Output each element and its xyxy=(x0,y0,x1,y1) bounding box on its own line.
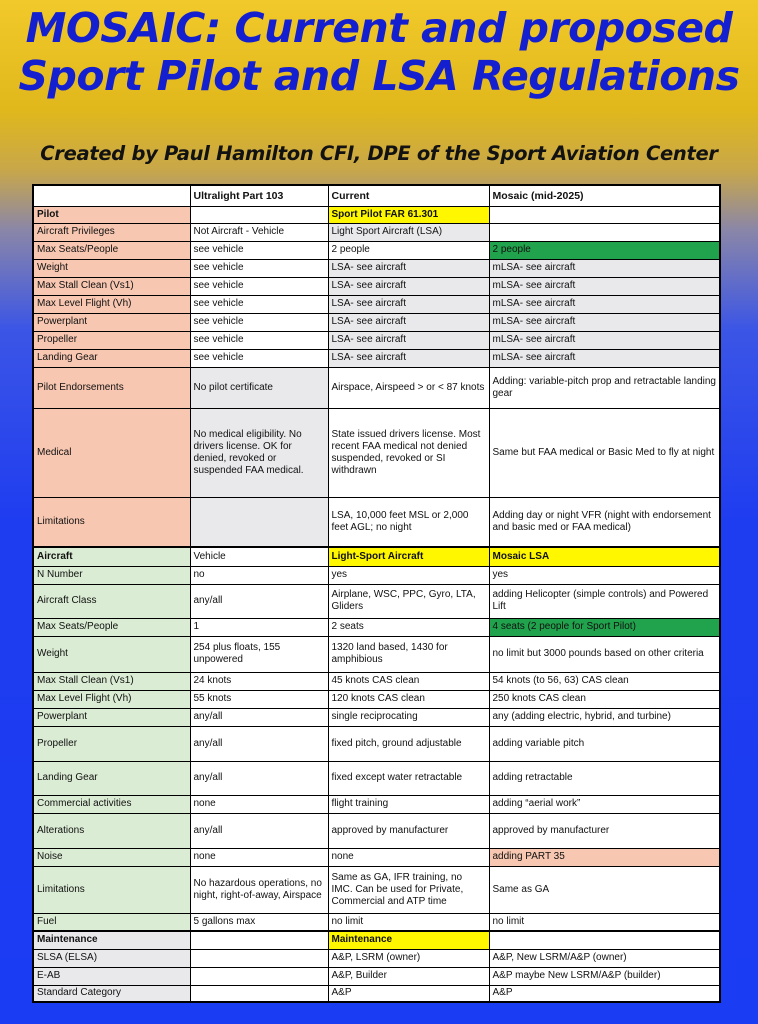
cell-current: Airspace, Airspeed > or < 87 knots xyxy=(328,367,489,408)
row-label: E-AB xyxy=(33,967,190,985)
cell-mosaic: adding PART 35 xyxy=(489,848,720,866)
cell-current: LSA- see aircraft xyxy=(328,349,489,367)
cell-current: Maintenance xyxy=(328,931,489,949)
cell-ultralight: any/all xyxy=(190,584,328,618)
cell-current: State issued drivers license. Most recent FAA medical not denied suspended, revoked or SI withdrawn xyxy=(328,408,489,497)
cell-current: 45 knots CAS clean xyxy=(328,672,489,690)
cell-ultralight: No medical eligibility. No drivers license. OK for denied, revoked or suspended FAA medical. xyxy=(190,408,328,497)
cell-current: LSA- see aircraft xyxy=(328,259,489,277)
table-row xyxy=(33,672,720,690)
row-label: Commercial activities xyxy=(33,795,190,813)
row-label: SLSA (ELSA) xyxy=(33,949,190,967)
section-label: Pilot xyxy=(33,206,190,223)
cell-mosaic: adding Helicopter (simple controls) and Powered Lift xyxy=(489,584,720,618)
row-label: Medical xyxy=(33,408,190,497)
cell-mosaic: A&P xyxy=(489,985,720,1002)
cell-mosaic: approved by manufacturer xyxy=(489,813,720,848)
table-row xyxy=(33,277,720,295)
cell-ultralight: see vehicle xyxy=(190,295,328,313)
cell-mosaic: adding “aerial work” xyxy=(489,795,720,813)
cell-ultralight: 24 knots xyxy=(190,672,328,690)
section-label: Maintenance xyxy=(33,931,190,949)
cell-ultralight: see vehicle xyxy=(190,241,328,259)
row-label: Max Seats/People xyxy=(33,241,190,259)
cell-current: yes xyxy=(328,566,489,584)
header-cell-current: Current xyxy=(328,185,489,206)
cell-mosaic: Same as GA xyxy=(489,866,720,913)
table-row xyxy=(33,367,720,408)
cell-ultralight: none xyxy=(190,795,328,813)
cell-current: LSA- see aircraft xyxy=(328,277,489,295)
cell-mosaic: mLSA- see aircraft xyxy=(489,349,720,367)
page-title xyxy=(0,4,758,100)
cell-mosaic: Same but FAA medical or Basic Med to fly at night xyxy=(489,408,720,497)
cell-mosaic: 2 people xyxy=(489,241,720,259)
table-row xyxy=(33,967,720,985)
table-body xyxy=(33,206,720,1002)
cell-mosaic: no limit but 3000 pounds based on other criteria xyxy=(489,636,720,672)
cell-mosaic: A&P maybe New LSRM/A&P (builder) xyxy=(489,967,720,985)
row-label: Noise xyxy=(33,848,190,866)
table-row xyxy=(33,708,720,726)
table-row xyxy=(33,795,720,813)
cell-ultralight xyxy=(190,949,328,967)
table-row xyxy=(33,690,720,708)
table-row xyxy=(33,295,720,313)
cell-current: A&P xyxy=(328,985,489,1002)
cell-mosaic: mLSA- see aircraft xyxy=(489,295,720,313)
cell-ultralight: Vehicle xyxy=(190,547,328,566)
header-cell-ultralight: Ultralight Part 103 xyxy=(190,185,328,206)
row-label: Aircraft Privileges xyxy=(33,223,190,241)
table-row xyxy=(33,566,720,584)
table-row xyxy=(33,584,720,618)
cell-ultralight: see vehicle xyxy=(190,313,328,331)
table-row xyxy=(33,949,720,967)
cell-ultralight: see vehicle xyxy=(190,349,328,367)
row-label: Max Level Flight (Vh) xyxy=(33,295,190,313)
table-row xyxy=(33,985,720,1002)
row-label: Alterations xyxy=(33,813,190,848)
cell-mosaic: 4 seats (2 people for Sport Pilot) xyxy=(489,618,720,636)
cell-current: no limit xyxy=(328,913,489,931)
cell-current: Light Sport Aircraft (LSA) xyxy=(328,223,489,241)
row-label: Weight xyxy=(33,259,190,277)
table-row xyxy=(33,726,720,761)
header-cell-mosaic: Mosaic (mid-2025) xyxy=(489,185,720,206)
cell-current: 120 knots CAS clean xyxy=(328,690,489,708)
cell-mosaic: 54 knots (to 56, 63) CAS clean xyxy=(489,672,720,690)
cell-current: LSA, 10,000 feet MSL or 2,000 feet AGL; no night xyxy=(328,497,489,547)
row-label: Max Level Flight (Vh) xyxy=(33,690,190,708)
table-row xyxy=(33,223,720,241)
table-row xyxy=(33,866,720,913)
table-row xyxy=(33,848,720,866)
cell-mosaic: mLSA- see aircraft xyxy=(489,259,720,277)
cell-mosaic: adding retractable xyxy=(489,761,720,795)
cell-current: A&P, LSRM (owner) xyxy=(328,949,489,967)
cell-mosaic: 250 knots CAS clean xyxy=(489,690,720,708)
row-label: Powerplant xyxy=(33,708,190,726)
cell-current: LSA- see aircraft xyxy=(328,295,489,313)
table-row xyxy=(33,636,720,672)
row-label: Standard Category xyxy=(33,985,190,1002)
cell-ultralight: any/all xyxy=(190,726,328,761)
section-row xyxy=(33,547,720,566)
cell-current: flight training xyxy=(328,795,489,813)
table-header-row xyxy=(33,185,720,206)
cell-ultralight: any/all xyxy=(190,708,328,726)
row-label: Limitations xyxy=(33,497,190,547)
section-row xyxy=(33,931,720,949)
cell-ultralight xyxy=(190,931,328,949)
cell-ultralight: 55 knots xyxy=(190,690,328,708)
cell-ultralight: any/all xyxy=(190,813,328,848)
cell-current: single reciprocating xyxy=(328,708,489,726)
cell-mosaic: Adding day or night VFR (night with endorsement and basic med or FAA medical) xyxy=(489,497,720,547)
cell-ultralight xyxy=(190,985,328,1002)
cell-ultralight xyxy=(190,967,328,985)
cell-current: Sport Pilot FAR 61.301 xyxy=(328,206,489,223)
cell-mosaic: yes xyxy=(489,566,720,584)
row-label: Propeller xyxy=(33,331,190,349)
title-line-2: Sport Pilot and LSA Regulations xyxy=(18,52,740,100)
row-label: Limitations xyxy=(33,866,190,913)
cell-mosaic: mLSA- see aircraft xyxy=(489,277,720,295)
cell-mosaic: A&P, New LSRM/A&P (owner) xyxy=(489,949,720,967)
cell-current: Same as GA, IFR training, no IMC. Can be used for Private, Commercial and ATP time xyxy=(328,866,489,913)
table-row xyxy=(33,497,720,547)
row-label: Weight xyxy=(33,636,190,672)
section-label: Aircraft xyxy=(33,547,190,566)
cell-ultralight: none xyxy=(190,848,328,866)
section-row xyxy=(33,206,720,223)
cell-current: Airplane, WSC, PPC, Gyro, LTA, Gliders xyxy=(328,584,489,618)
cell-mosaic: Adding: variable-pitch prop and retractable landing gear xyxy=(489,367,720,408)
cell-ultralight: No pilot certificate xyxy=(190,367,328,408)
regulations-table xyxy=(32,184,721,1003)
cell-ultralight xyxy=(190,497,328,547)
cell-mosaic: Mosaic LSA xyxy=(489,547,720,566)
cell-current: Light-Sport Aircraft xyxy=(328,547,489,566)
title-line-1: MOSAIC: Current and proposed xyxy=(25,4,733,52)
row-label: Pilot Endorsements xyxy=(33,367,190,408)
table-row xyxy=(33,618,720,636)
cell-ultralight: no xyxy=(190,566,328,584)
cell-mosaic xyxy=(489,223,720,241)
cell-ultralight: 254 plus floats, 155 unpowered xyxy=(190,636,328,672)
row-label: Max Stall Clean (Vs1) xyxy=(33,277,190,295)
cell-current: fixed pitch, ground adjustable xyxy=(328,726,489,761)
table-row xyxy=(33,408,720,497)
row-label: Max Stall Clean (Vs1) xyxy=(33,672,190,690)
page-subtitle: Created by Paul Hamilton CFI, DPE of the Sport Aviation Center xyxy=(40,142,718,165)
table-row xyxy=(33,313,720,331)
cell-current: LSA- see aircraft xyxy=(328,313,489,331)
cell-ultralight: No hazardous operations, no night, right-of-away, Airspace xyxy=(190,866,328,913)
cell-current: fixed except water retractable xyxy=(328,761,489,795)
table-row xyxy=(33,349,720,367)
row-label: Powerplant xyxy=(33,313,190,331)
cell-ultralight: see vehicle xyxy=(190,277,328,295)
table-row xyxy=(33,761,720,795)
cell-ultralight: see vehicle xyxy=(190,259,328,277)
row-label: Aircraft Class xyxy=(33,584,190,618)
cell-mosaic xyxy=(489,931,720,949)
cell-mosaic xyxy=(489,206,720,223)
cell-ultralight xyxy=(190,206,328,223)
cell-mosaic: any (adding electric, hybrid, and turbine) xyxy=(489,708,720,726)
cell-current: LSA- see aircraft xyxy=(328,331,489,349)
cell-ultralight: any/all xyxy=(190,761,328,795)
cell-ultralight: see vehicle xyxy=(190,331,328,349)
table-row xyxy=(33,331,720,349)
row-label: Max Seats/People xyxy=(33,618,190,636)
row-label: N Number xyxy=(33,566,190,584)
row-label: Propeller xyxy=(33,726,190,761)
cell-mosaic: mLSA- see aircraft xyxy=(489,331,720,349)
cell-ultralight: 5 gallons max xyxy=(190,913,328,931)
cell-current: 2 people xyxy=(328,241,489,259)
row-label: Landing Gear xyxy=(33,761,190,795)
row-label: Fuel xyxy=(33,913,190,931)
cell-current: 2 seats xyxy=(328,618,489,636)
header-cell-category xyxy=(33,185,190,206)
table-row xyxy=(33,259,720,277)
cell-mosaic: no limit xyxy=(489,913,720,931)
cell-current: 1320 land based, 1430 for amphibious xyxy=(328,636,489,672)
cell-current: A&P, Builder xyxy=(328,967,489,985)
cell-ultralight: Not Aircraft - Vehicle xyxy=(190,223,328,241)
table-row xyxy=(33,813,720,848)
row-label: Landing Gear xyxy=(33,349,190,367)
cell-current: none xyxy=(328,848,489,866)
cell-ultralight: 1 xyxy=(190,618,328,636)
cell-current: approved by manufacturer xyxy=(328,813,489,848)
table-row xyxy=(33,241,720,259)
table-row xyxy=(33,913,720,931)
cell-mosaic: adding variable pitch xyxy=(489,726,720,761)
cell-mosaic: mLSA- see aircraft xyxy=(489,313,720,331)
